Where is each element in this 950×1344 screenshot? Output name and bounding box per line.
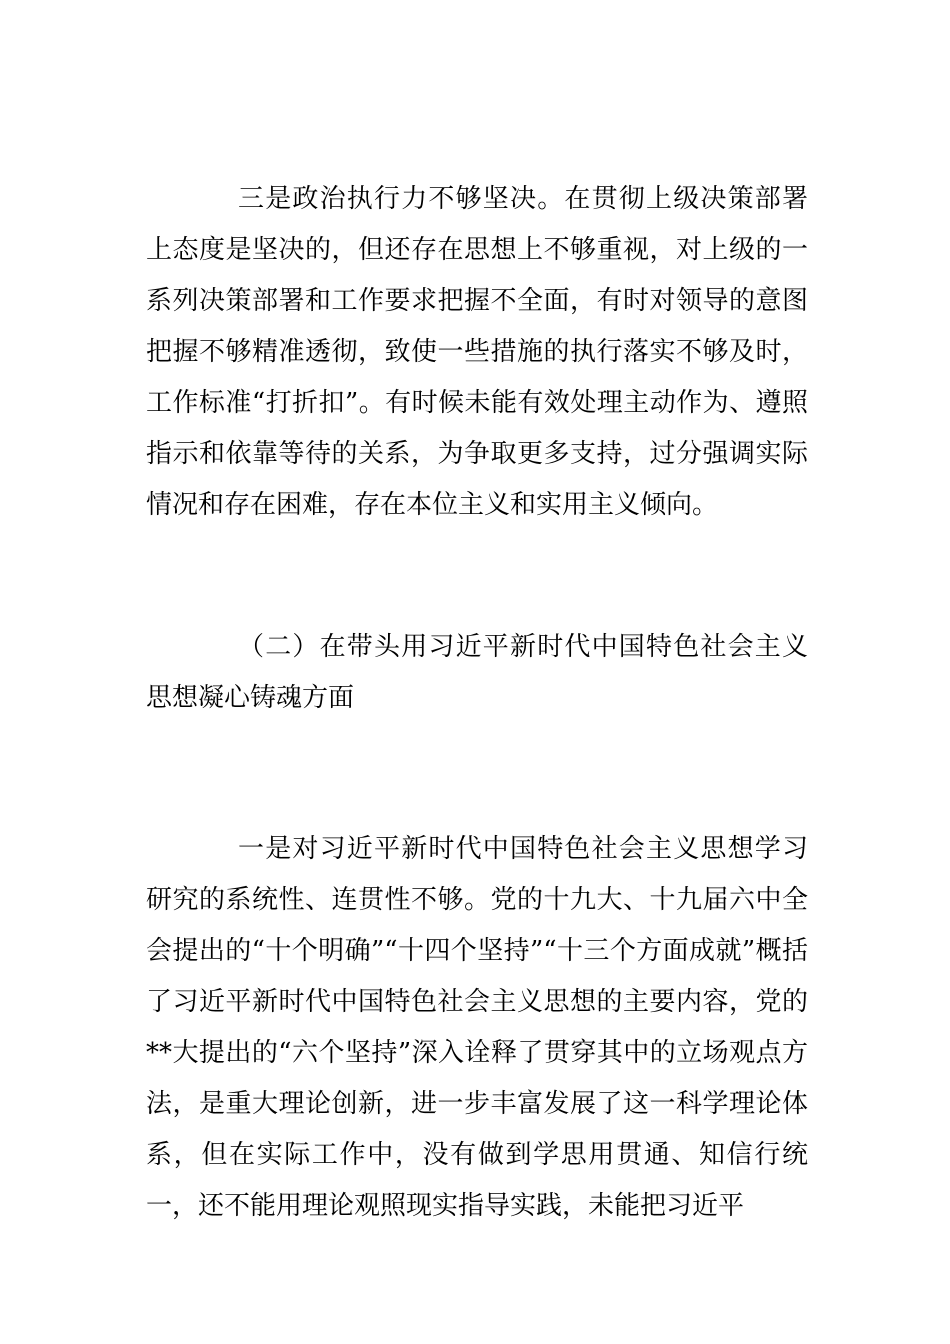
paragraph-theory-study: 一是对习近平新时代中国特色社会主义思想学习研究的系统性、连贯性不够。党的十九大、十九届六中全会提出的“十个明确”“十四个坚持”“十三个方面成就”概括了习近平新时代中国特色社会主义思想的主要内容，党的**大提出的“六个坚持”深入诠释了贯穿其中的立场观点方法，是重大理论创新，进一步丰富发展了这一科学理论体系，但在实际工作中，没有做到学思用贯通、知信行统一，还不能用理论观照现实指导实践，未能把习近平 bbox=[146, 834, 808, 1221]
section-heading-2: （二）在带头用习近平新时代中国特色社会主义思想凝心铸魂方面 bbox=[146, 632, 808, 713]
paragraph-political-execution: 三是政治执行力不够坚决。在贯彻上级决策部署上态度是坚决的，但还存在思想上不够重视，对上级的一系列决策部署和工作要求把握不全面，有时对领导的意图把握不够精准透彻，致使一些措施的执行落实不够及时，工作标准“打折扣”。有时候未能有效处理主动作为、遵照指示和依靠等待的关系，为争取更多支持，过分强调实际情况和存在困难，存在本位主义和实用主义倾向。 bbox=[146, 184, 808, 520]
